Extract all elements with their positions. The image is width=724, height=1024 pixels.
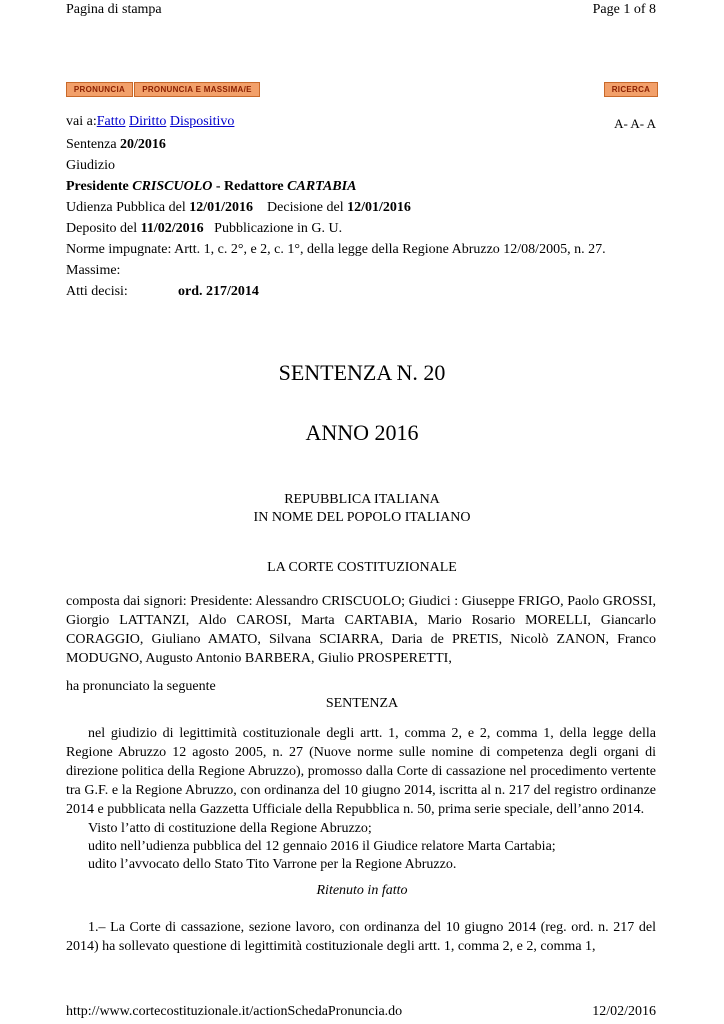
- nav-link-dispositivo[interactable]: Dispositivo: [169, 114, 235, 129]
- popolo-heading: IN NOME DEL POPOLO ITALIANO: [253, 510, 471, 525]
- norme-line: Norme impugnate: Artt. 1, c. 2°, e 2, c. 1°, della legge della Regione Abruzzo 12/08/2005, n. 27.: [66, 242, 606, 257]
- sentenza-heading: SENTENZA: [325, 696, 399, 711]
- repubblica-heading: REPUBBLICA ITALIANA: [284, 492, 440, 507]
- composition-paragraph: composta dai signori: Presidente: Alessandro CRISCUOLO; Giudici : Giuseppe FRIGO, Paolo GROSSI, Giorgio LATTANZI, Aldo CAROSI, Marta CARTABIA, Mario Rosario MORELLI, Giancarlo CORAGGIO, Giuliano AMATO, Silvana SCIARRA, Daria de PRETIS, Nicolò ZANON, Franco MODUGNO, Augusto Antonio BARBERA, Giulio PROSPERETTI,: [66, 594, 656, 666]
- giudizio-paragraph: nel giudizio di legittimità costituzionale degli artt. 1, comma 2, e 2, comma 1, della legge della Regione Abruzzo 12 agosto 2005, n. 27 (Nuove norme sulle nomine di competenza degli organi di direzione politica della Regione Abruzzo), promosso dalla Corte di cassazione nel procedimento vertente tra G.F. e la Regione Abruzzo, con ordinanza del 10 giugno 2014, iscritta al n. 217 del registro ordinanze 2014 e pubblicata nella Gazzetta Ufficiale della Repubblica n. 50, prima serie speciale, dell’anno 2014.: [66, 726, 656, 817]
- ricerca-button[interactable]: RICERCA: [604, 82, 658, 97]
- sentenza-line: Sentenza 20/2016: [66, 137, 166, 152]
- udienza-line: Udienza Pubblica del 12/01/2016 Decisione del 12/01/2016: [66, 200, 411, 215]
- udito-avvocato-line: udito l’avvocato dello Stato Tito Varrone per la Regione Abruzzo.: [88, 857, 457, 872]
- pronunciato-line: ha pronunciato la seguente: [66, 679, 216, 694]
- visto-line: Visto l’atto di costituzione della Regione Abruzzo;: [88, 821, 372, 836]
- footer-date: 12/02/2016: [592, 1004, 656, 1019]
- section-nav: [66, 114, 234, 130]
- nav-link-diritto[interactable]: Diritto: [129, 114, 167, 129]
- anno-title: ANNO 2016: [305, 420, 419, 445]
- font-size-controls[interactable]: A- A- A: [614, 116, 656, 131]
- corte-heading: LA CORTE COSTITUZIONALE: [267, 560, 457, 575]
- giudizio-line: Giudizio: [66, 158, 115, 173]
- massime-line: Massime:: [66, 263, 121, 278]
- presidente-line: Presidente CRISCUOLO - Redattore CARTABIA: [66, 179, 357, 194]
- sentenza-title: SENTENZA N. 20: [278, 360, 446, 385]
- nav-prefix: vai a:: [66, 114, 97, 129]
- deposito-line: Deposito del 11/02/2016 Pubblicazione in G. U.: [66, 221, 343, 236]
- tab-pronuncia-massime[interactable]: PRONUNCIA E MASSIMA/E: [134, 82, 260, 97]
- nav-link-fatto[interactable]: Fatto: [96, 114, 126, 129]
- atti-line: Atti decisi: ord. 217/2014: [66, 284, 259, 299]
- print-page-label: Pagina di stampa: [66, 2, 162, 17]
- fatto-paragraph-1: 1.– La Corte di cassazione, sezione lavoro, con ordinanza del 10 giugno 2014 (reg. ord. n. 217 del 2014) ha sollevato questione di legittimità costituzionale degli artt. 1, comma 2, e 2, comma 1,: [66, 920, 656, 954]
- page-counter: Page 1 of 8: [592, 2, 656, 17]
- footer-url: http://www.cortecostituzionale.it/actionSchedaPronuncia.do: [66, 1004, 403, 1019]
- tab-pronuncia[interactable]: PRONUNCIA: [66, 82, 133, 97]
- ritenuto-heading: Ritenuto in fatto: [316, 883, 408, 898]
- udito-relatore-line: udito nell’udienza pubblica del 12 gennaio 2016 il Giudice relatore Marta Cartabia;: [88, 839, 556, 854]
- metadata-block: [66, 134, 606, 302]
